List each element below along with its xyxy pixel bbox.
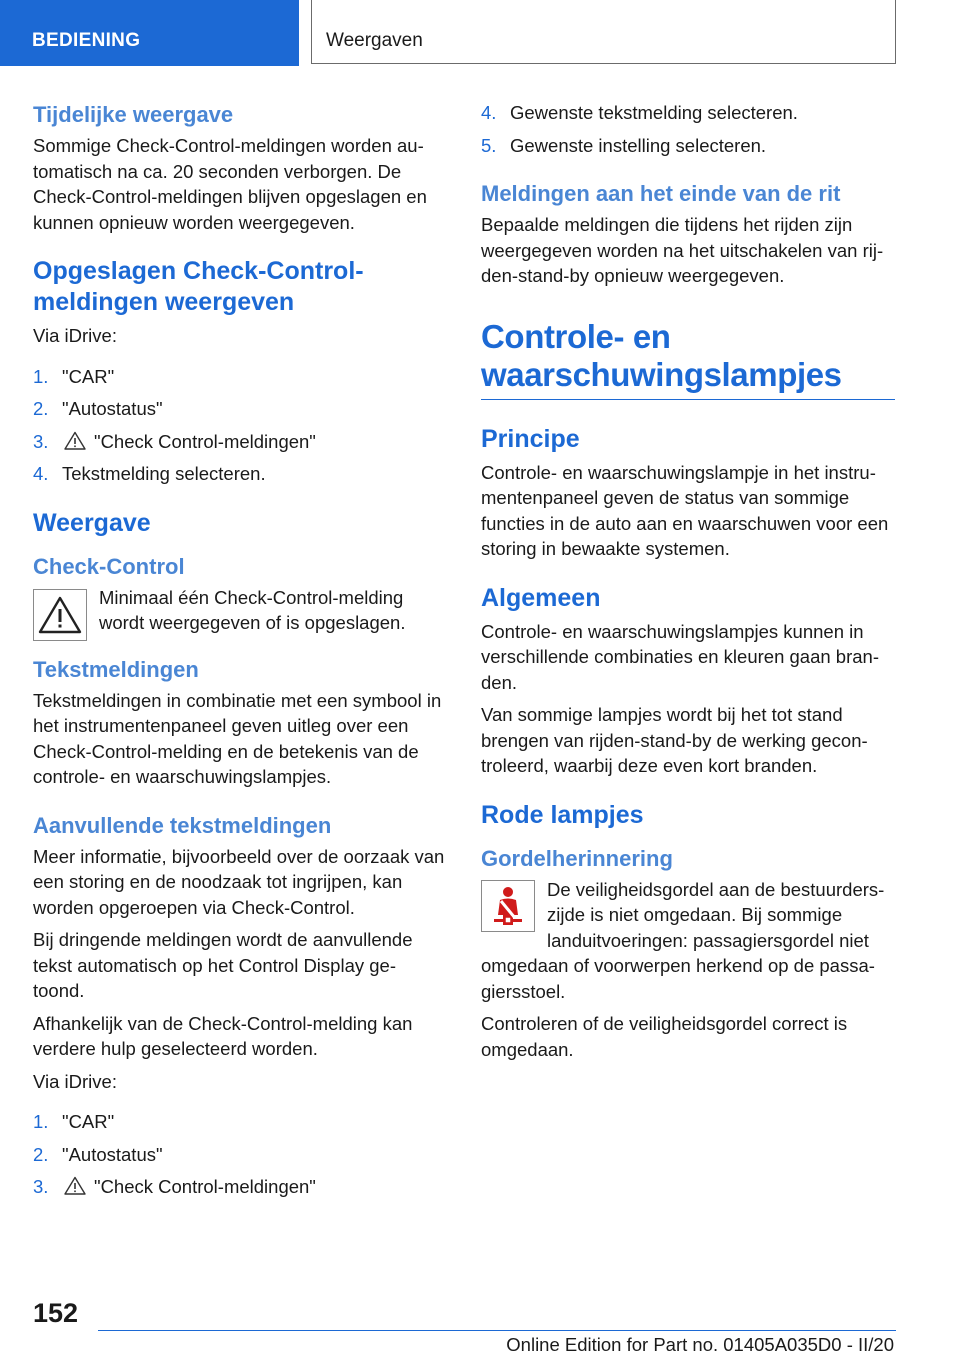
left-column	[33, 100, 447, 1207]
heading-meldingen-einde-rit: Meldingen aan het einde van de rit	[481, 181, 841, 206]
paragraph-tekstmeldingen: Tekstmeldingen in combinatie met een symbool in het instrumentenpaneel geven uitleg over een Check-Control-melding en de betekenis van de controle- en waarschuwingslampjes.	[33, 689, 442, 787]
section-tab: BEDIENING	[0, 0, 299, 66]
warning-triangle-icon	[64, 431, 86, 450]
page-header	[0, 0, 960, 66]
heading-gordelherinnering: Gordelherinnering	[481, 845, 673, 871]
warning-triangle-icon	[64, 1176, 86, 1195]
paragraph-algemeen-2: Van sommige lampjes wordt bij het tot stand brengen van rijden-stand-by de werking gecon-troleerd, waarbij deze even kort branden.	[481, 704, 868, 776]
page-number: 152	[33, 1298, 79, 1328]
warning-triangle-icon	[33, 589, 87, 641]
heading-weergave: Weergave	[33, 508, 151, 537]
list-item: 2. "Autostatus"	[33, 1143, 163, 1165]
heading-tekstmeldingen: Tekstmeldingen	[33, 656, 199, 682]
paragraph-aanvullende-1: Meer informatie, bijvoorbeeld over de oorzaak van een storing en de noodzaak tot ingrijpen, kan worden opgeroepen via Check-Control.	[33, 845, 445, 918]
paragraph-aanvullende-2: Bij dringende meldingen wordt de aanvullende tekst automatisch op het Control Display ge-toond.	[33, 929, 413, 1001]
check-control-text: Minimaal één Check-Control-melding wordt weergegeven of is opgeslagen.	[99, 586, 406, 633]
chapter-title: Weergaven	[311, 0, 896, 64]
seatbelt-reminder-icon	[481, 880, 535, 932]
heading-tijdelijke-weergave: Tijdelijke weergave	[33, 102, 234, 127]
heading-algemeen: Algemeen	[481, 583, 601, 612]
paragraph-gordel-controleren: Controleren of de veiligheidsgordel correct is omgedaan.	[481, 1013, 848, 1060]
heading-controle-waarschuwingslampjes: Controle- en waarschuwingslampjes	[481, 318, 895, 400]
edition-footer: Online Edition for Part no. 01405A035D0 - II/20	[506, 1334, 894, 1355]
list-item: 3. "Check Control-meldingen"	[33, 1176, 316, 1197]
list-item: 4. Gewenste tekstmelding selecteren.	[481, 102, 798, 123]
check-control-figure	[33, 585, 447, 641]
heading-check-control: Check-Control	[33, 553, 185, 579]
heading-opgeslagen: Opgeslagen Check-Control-meldingen weergeven	[33, 257, 364, 316]
list-item: 2. "Autostatus"	[33, 398, 163, 419]
paragraph-tijdelijke-weergave: Sommige Check-Control-meldingen worden au-tomatisch na ca. 20 seconden verborgen. De Check-Control-meldingen blijven opgeslagen en kunnen opnieuw worden weergegeven.	[33, 135, 427, 233]
paragraph-principe: Controle- en waarschuwingslampje in het instru-mentenpaneel geven de status van sommige functies in de auto aan en waarschuwen voor een storing in bewaakte systemen.	[481, 461, 889, 559]
steps-list-continued	[481, 100, 895, 158]
paragraph-aanvullende-3: Afhankelijk van de Check-Control-melding kan verdere hulp geselecteerd worden.	[33, 1012, 413, 1059]
list-item: 3. "Check Control-meldingen"	[33, 430, 316, 452]
via-idrive-2: Via iDrive:	[33, 1070, 117, 1092]
via-idrive-1: Via iDrive:	[33, 325, 117, 346]
list-item: 5. Gewenste instelling selecteren.	[481, 134, 767, 156]
seatbelt-figure	[481, 877, 895, 1005]
paragraph-algemeen-1: Controle- en waarschuwingslampjes kunnen in verschillende combinaties en kleuren gaan bran-den.	[481, 620, 879, 693]
list-item: 1. "CAR"	[33, 365, 115, 387]
paragraph-meldingen-einde-rit: Bepaalde meldingen die tijdens het rijden zijn weergegeven worden na het uitschakelen van rij-den-stand-by opnieuw weergegeven.	[481, 214, 884, 286]
right-column	[481, 100, 895, 1069]
steps-list-1	[33, 364, 447, 487]
footer-divider	[98, 1330, 896, 1331]
gordel-text: De veiligheidsgordel aan de bestuurders- zijde is niet omgedaan. Bij sommige landuitvoeringen: passagiersgordel niet omgedaan of voorwerpen herkend op de passa-giersstoel.	[481, 878, 885, 1002]
heading-aanvullende: Aanvullende tekstmeldingen	[33, 812, 332, 838]
list-item: 4. Tekstmelding selecteren.	[33, 463, 266, 484]
heading-rode-lampjes: Rode lampjes	[481, 800, 644, 829]
list-item: 1. "CAR"	[33, 1111, 115, 1132]
heading-principe: Principe	[481, 424, 580, 453]
steps-list-2	[33, 1109, 447, 1200]
